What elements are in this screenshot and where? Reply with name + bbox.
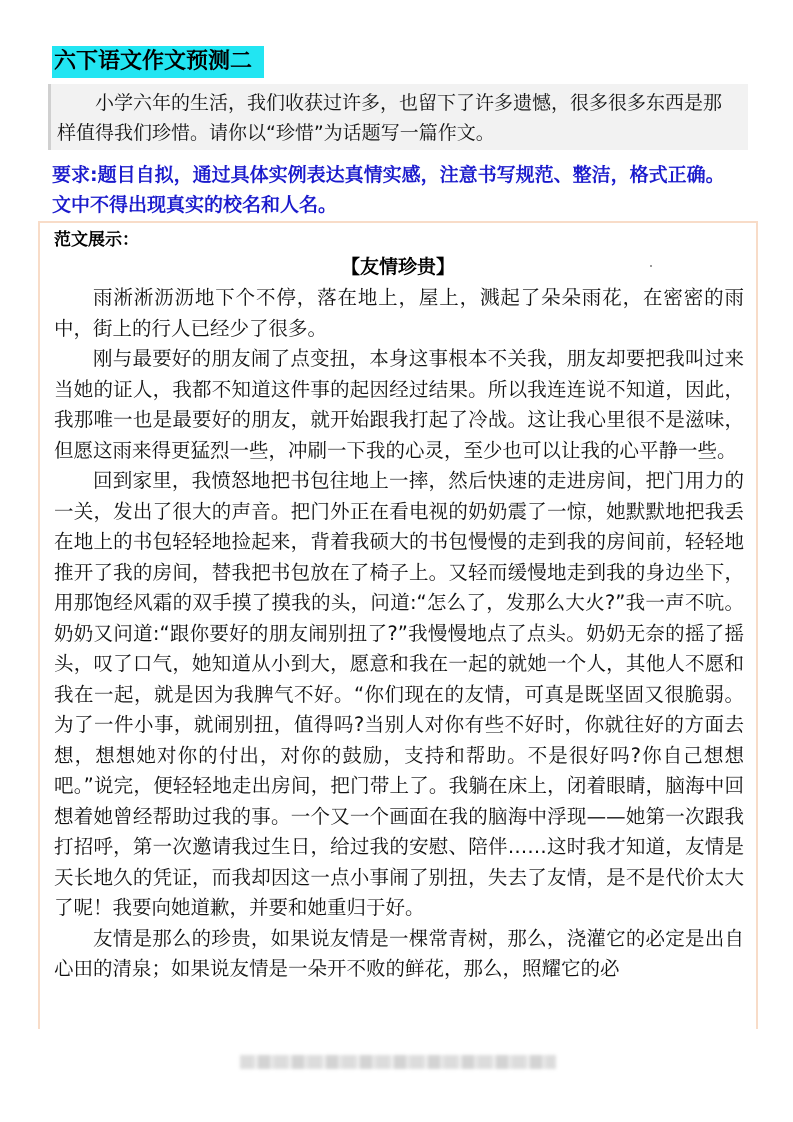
blurred-footer-watermark [240,1055,556,1069]
essay-paragraph-4: 友情是那么的珍贵，如果说友情是一棵常青树，那么，浇灌它的必定是出自心田的清泉；如果说友情是一朵开不败的鲜花，那么，照耀它的必 [54,926,744,980]
page-title: 六下语文作文预测二 [52,46,264,78]
essay-paragraph-3: 回到家里，我愤怒地把书包往地上一摔，然后快速的走进房间，把门用力的一关，发出了很大的声音。把门外正在看电视的奶奶震了一惊，她默默地把我丢在地上的书包轻轻地捡起来，背着我硕大的书包慢慢的走到我的房间前，轻轻地推开了我的房间，替我把书包放在了椅子上。又轻而缓慢地走到我的身边坐下，用那饱经风霜的双手摸了摸我的头，问道:“怎么了，发那么大火?”我一声不吭。奶奶又问道:“跟你要好的朋友闹别扭了?”我慢慢地点了点头。奶奶无奈的摇了摇头，叹了口气，她知道从小到大，愿意和我在一起的就她一个人，其他人不愿和我在一起，就是因为我脾气不好。“你们现在的友情，可真是既坚固又很脆弱。为了一件小事，就闹别扭，值得吗?当别人对你有些不好时，你就往好的方面去想，想想她对你的付出，对你的鼓励，支持和帮助。不是很好吗?你自己想想吧。”说完，便轻轻地走出房间，把门带上了。我躺在床上，闭着眼睛，脑海中回想着她曾经帮助过我的事。一个又一个画面在我的脑海中浮现——她第一次跟我打招呼，第一次邀请我过生日，给过我的安慰、陪伴……这时我才知道，友情是天长地久的凭证，而我却因这一点小事闹了别扭，失去了友情，是不是代价太大了呢！我要向她道歉，并要和她重归于好。 [54,469,744,919]
writing-requirement: 要求:题目自拟，通过具体实例表达真情实感，注意书写规范、整洁，格式正确。文中不得出现真实的校名和人名。 [52,164,725,216]
writing-prompt: 小学六年的生活，我们收获过许多，也留下了许多遗憾，很多很多东西是那样值得我们珍惜。请你以“珍惜”为话题写一篇作文。 [48,84,748,150]
stray-dot [650,265,652,267]
essay-title: 【友情珍贵】 [340,256,455,278]
essay-paragraph-1: 雨淅淅沥沥地下个不停，落在地上，屋上，溅起了朵朵雨花，在密密的雨中，街上的行人已经少了很多。 [54,286,744,340]
essay-body [54,283,744,985]
sample-essay-frame [38,221,758,1029]
sample-label: 范文展示： [54,230,139,250]
essay-paragraph-2: 刚与最要好的朋友闹了点变扭，本身这事根本不关我，朋友却要把我叫过来当她的证人，我都不知道这件事的起因经过结果。所以我连连说不知道，因此，我那唯一也是最要好的朋友，就开始跟我打起了冷战。这让我心里很不是滋味，但愿这雨来得更猛烈一些，冲刷一下我的心灵，至少也可以让我的心平静一些。 [54,347,744,462]
